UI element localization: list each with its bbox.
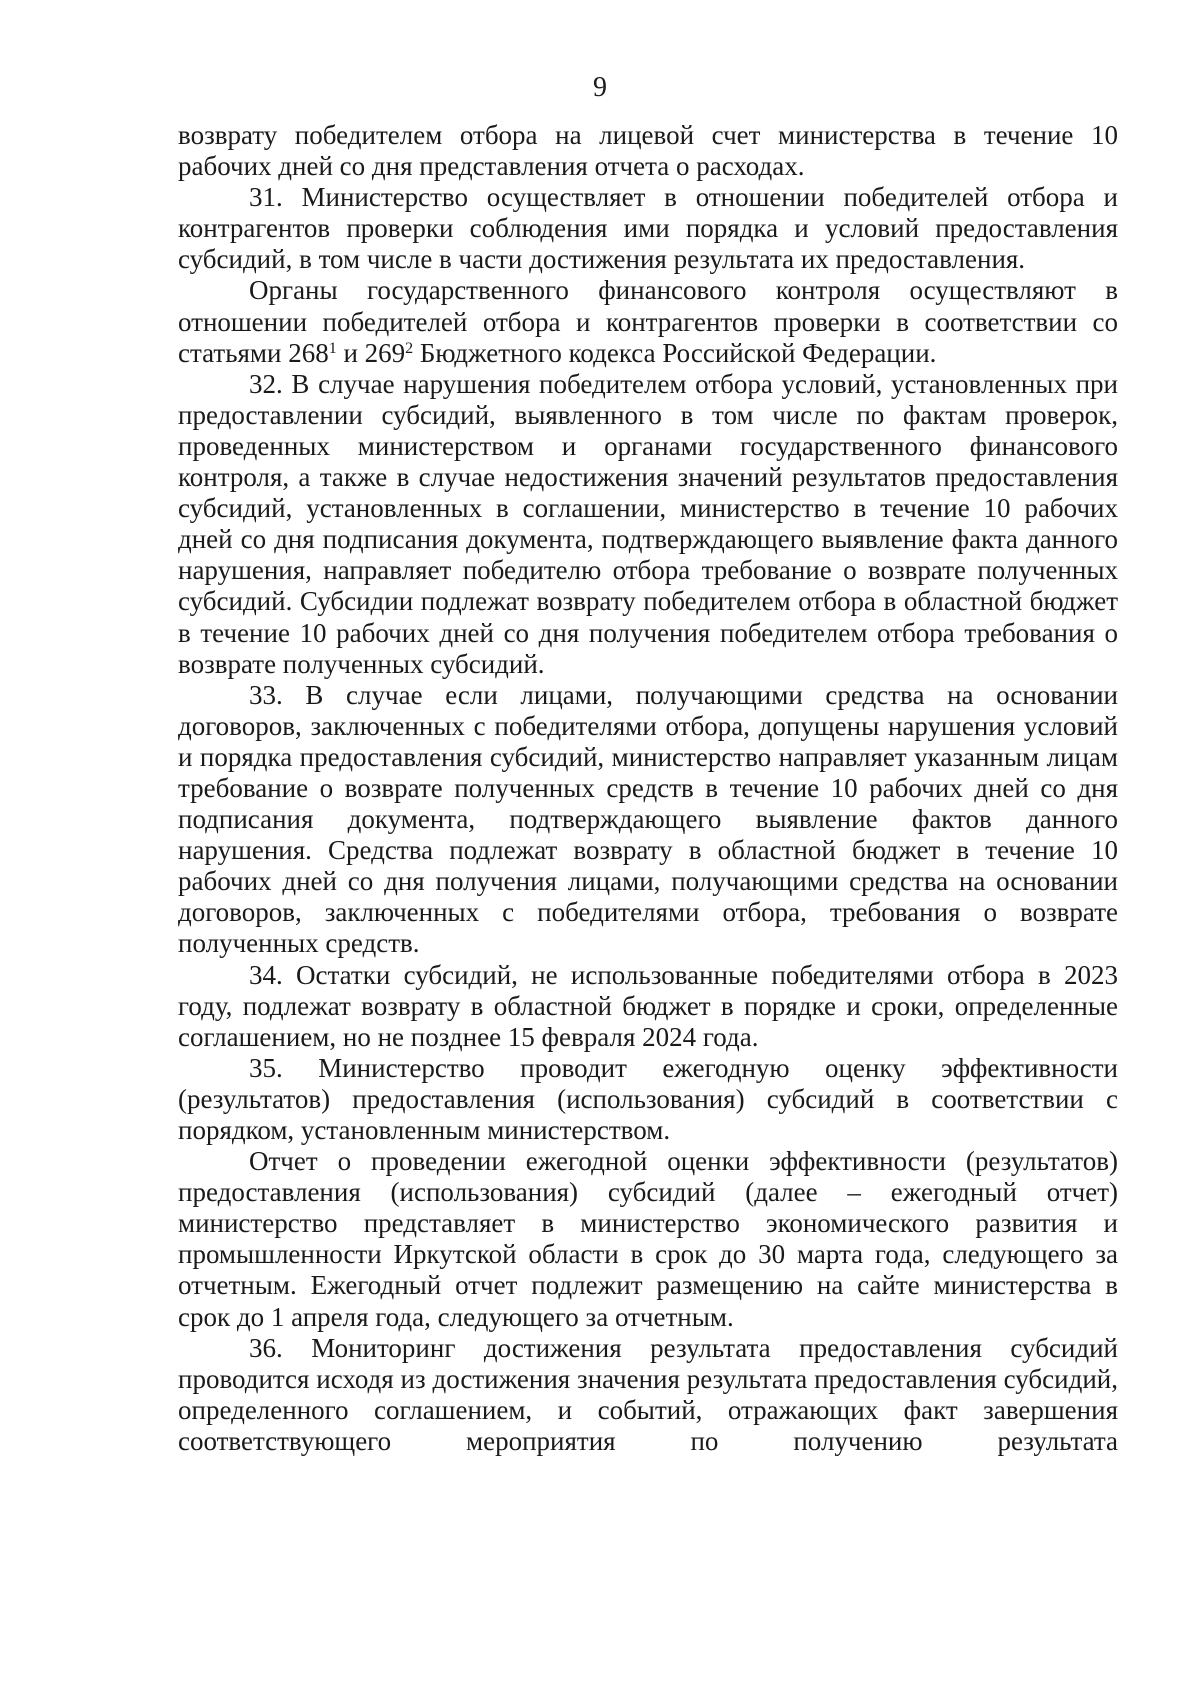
paragraph-annual-report: Отчет о проведении ежегодной оценки эффективности (результатов) предоставления (использования) субсидий (далее – ежегодный отчет) министерство представляет в министерство экономического развития и промышленности Иркутской области в срок до 30 марта года, следующего за отчетным. Ежегодный отчет подлежит размещению на сайте министерства в срок до 1 апреля года, следующего за отчетным. (178, 1146, 1118, 1332)
paragraph-31: 31. Министерство осуществляет в отношении победителей отбора и контрагентов проверки соблюдения ими порядка и условий предоставления субсидий, в том числе в части достижения результата их предоставления. (178, 182, 1118, 275)
paragraph-control-bodies (178, 275, 1118, 368)
paragraph-34: 34. Остатки субсидий, не использованные победителями отбора в 2023 году, подлежат возврату в областной бюджет в порядке и сроки, определенные соглашением, но не позднее 15 февраля 2024 года. (178, 959, 1118, 1052)
paragraph-35: 35. Министерство проводит ежегодную оценку эффективности (результатов) предоставления (использования) субсидий в соответствии с порядком, установленным министерством. (178, 1052, 1118, 1145)
paragraph-control-bodies-text-middle: и 269 (336, 337, 406, 368)
paragraph-33: 33. В случае если лицами, получающими средства на основании договоров, заключенных с победителями отбора, допущены нарушения условий и порядка предоставления субсидий, министерство направляет указанным лицам требование о возврате полученных средств в течение 10 рабочих дней со дня подписания документа, подтверждающего выявление фактов данного нарушения. Средства подлежат возврату в областной бюджет в течение 10 рабочих дней со дня получения лицами, получающими средства на основании договоров, заключенных с победителями отбора, требования о возврате полученных средств. (178, 679, 1118, 959)
paragraph-control-bodies-text-after: Бюджетного кодекса Российской Федерации. (413, 337, 937, 368)
paragraph-continuation: возврату победителем отбора на лицевой счет министерства в течение 10 рабочих дней со дня представления отчета о расходах. (178, 120, 1118, 182)
paragraph-control-bodies-text-before: Органы государственного финансового контроля осуществляют в отношении победителей отбора и контрагентов проверки в соответствии со статьями 268 (178, 275, 1118, 368)
paragraph-32: 32. В случае нарушения победителем отбора условий, установленных при предоставлении субсидий, выявленного в том числе по фактам проверок, проведенных министерством и органами государственного финансового контроля, а также в случае недостижения значений результатов предоставления субсидий, установленных в соглашении, министерство в течение 10 рабочих дней со дня подписания документа, подтверждающего выявление факта данного нарушения, направляет победителю отбора требование о возврате полученных субсидий. Субсидии подлежат возврату победителем отбора в областной бюджет в течение 10 рабочих дней со дня получения победителем отбора требования о возврате полученных субсидий. (178, 368, 1118, 679)
paragraph-36: 36. Мониторинг достижения результата предоставления субсидий проводится исходя из достижения значения результата предоставления субсидий, определенного соглашением, и событий, отражающих факт завершения соответствующего мероприятия по получению результата (178, 1332, 1118, 1456)
footnote-superscript-1: 1 (328, 339, 337, 357)
document-body (178, 120, 1118, 1457)
page-number: 9 (593, 72, 607, 103)
footnote-superscript-2: 2 (405, 339, 414, 357)
